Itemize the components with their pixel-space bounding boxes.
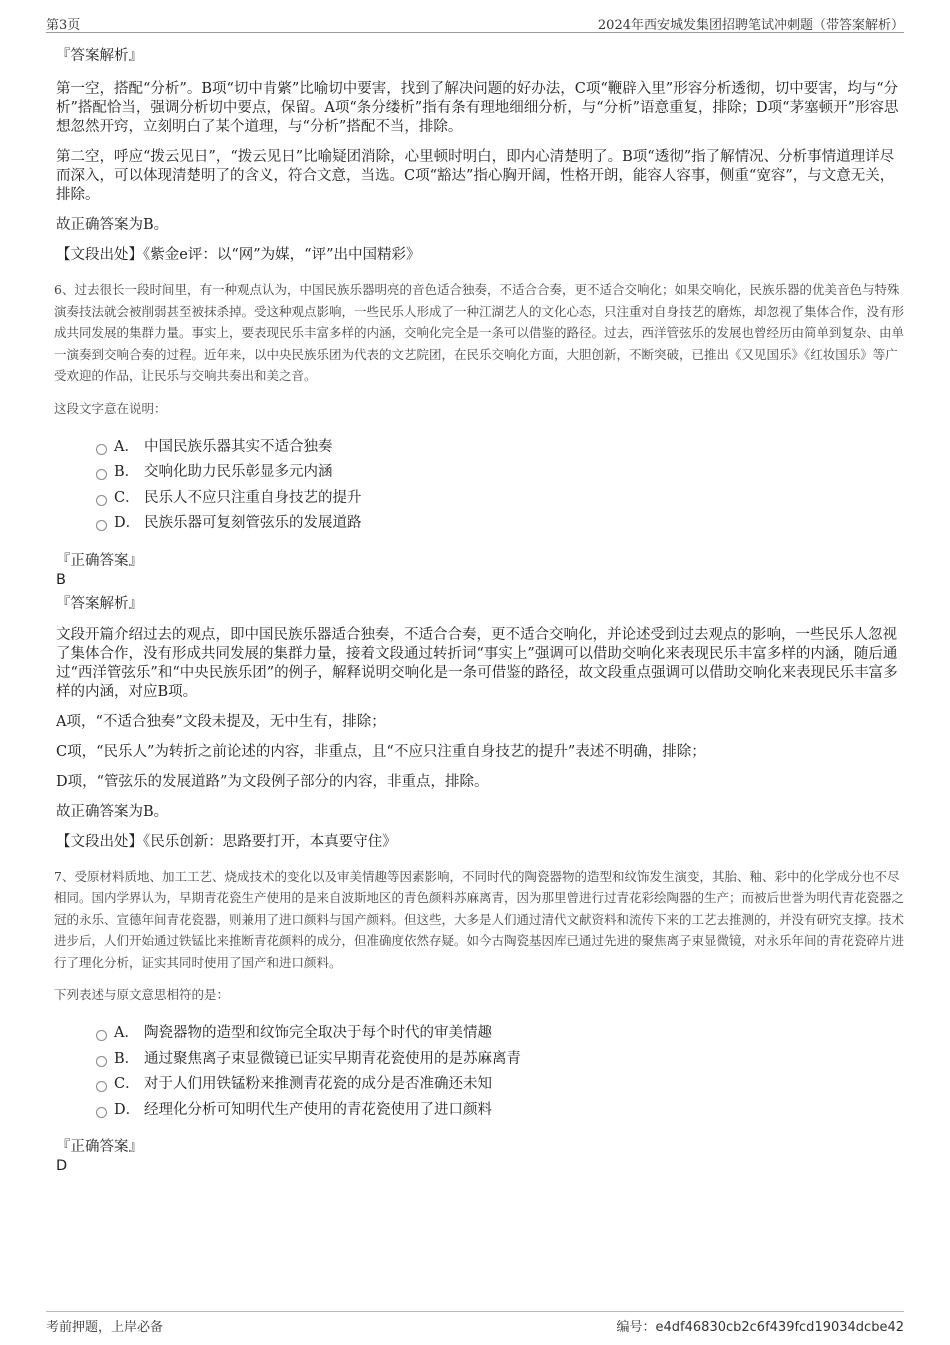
q6-source: 【文段出处】《民乐创新：思路要打开，本真要守住》 — [56, 833, 397, 850]
radio-icon[interactable] — [96, 495, 107, 506]
q6-options — [96, 435, 904, 537]
q6-answer: B — [56, 571, 66, 588]
q6-question-text: 6、过去很长一段时间里，有一种观点认为，中国民族乐器明亮的音色适合独奏，不适合合奏，更不适合交响化；如果交响化，民族乐器的优美音色与特殊演奏技法就会被削弱甚至被抹杀掉。受这种观点影响，一些民乐人形成了一种江湖艺人的文化心态，只注重对自身技艺的磨炼，却忽视了集体合作，没有形成共同发展的集群力量。事实上，要表现民乐丰富多样的内涵，交响化完全是一条可以借鉴的路径。过去，西洋管弦乐的发展也曾经历由简单到复杂、由单一演奏到交响合奏的过程。近年来，以中央民族乐团为代表的文艺院团，在民乐交响化方面，大胆创新，不断突破，已推出《又见国乐》《红妆国乐》等广受欢迎的作品，让民乐与交响共奏出和美之音。 — [54, 282, 905, 383]
radio-icon[interactable] — [96, 520, 107, 531]
q6-analysis-c: C项，“民乐人”为转折之前论述的内容，非重点，且“不应只注重自身技艺的提升”表述不明确，排除； — [56, 743, 706, 760]
q6-conclusion: 故正确答案为B。 — [56, 803, 169, 820]
radio-icon[interactable] — [96, 1081, 107, 1092]
q7-option-d[interactable]: D． 经理化分析可知明代生产使用的青花瓷使用了进口颜料 — [96, 1098, 904, 1124]
q6-option-b[interactable]: B． 交响化助力民乐彰显多元内涵 — [96, 460, 904, 486]
q6-option-d[interactable]: D． 民族乐器可复刻管弦乐的发展道路 — [96, 511, 904, 537]
q7-question-text: 7、受原材料质地、加工工艺、烧成技术的变化以及审美情趣等因素影响，不同时代的陶瓷器物的造型和纹饰发生演变，其胎、釉、彩中的化学成分也不尽相同。国内学界认为，早期青花瓷生产使用的是来自波斯地区的青色颜料苏麻离青，因为那里曾进行过青花彩绘陶器的生产；而被后世誉为明代青花瓷器之冠的永乐、宣德年间青花瓷器，则兼用了进口颜料与国产颜料。但这些，大多是人们通过清代文献资料和流传下来的工艺去推测的，并没有研究支撑。技术进步后，人们开始通过铁锰比来推断青花颜料的成分，但准确度依然存疑。如今古陶瓷基因库已通过先进的聚焦离子束显微镜，对永乐年间的青花瓷碎片进行了理化分析，证实其同时使用了国产和进口颜料。 — [54, 868, 905, 970]
q7-answer: D — [56, 1158, 68, 1174]
radio-icon[interactable] — [96, 1107, 107, 1118]
q7-prompt: 下列表述与原文意思相符的是： — [54, 987, 230, 1002]
page-header — [46, 10, 904, 33]
q6-analysis-a: A项，“不适合独奏”文段未提及，无中生有，排除； — [56, 713, 386, 730]
q5-analysis-para2: 第二空，呼应“拨云见日”，“拨云见日”比喻疑团消除，心里顿时明白，即内心清楚明了。B项“透彻”指了解情况、分析事情道理详尽而深入，可以体现清楚明了的含义，符合文意，当选。C项“豁达”指心胸开阔，性格开朗，能容人容事，侧重“宽容”，与文意无关，排除。 — [56, 149, 895, 203]
document-title: 2024年西安城发集团招聘笔试冲刺题（带答案解析） — [597, 18, 904, 33]
q7-options — [96, 1021, 904, 1123]
footer-code — [617, 1316, 904, 1335]
q5-conclusion: 故正确答案为B。 — [56, 217, 169, 233]
q6-option-a[interactable]: A． 中国民族乐器其实不适合独奏 — [96, 435, 904, 461]
radio-icon[interactable] — [96, 444, 107, 455]
q6-analysis-label: 『答案解析』 — [56, 595, 143, 612]
q7-answer-label: 『正确答案』 — [56, 1139, 143, 1155]
radio-icon[interactable] — [96, 1056, 107, 1067]
radio-icon[interactable] — [96, 469, 107, 480]
q6-option-c[interactable]: C． 民乐人不应只注重自身技艺的提升 — [96, 486, 904, 512]
page-footer — [46, 1311, 904, 1336]
radio-icon[interactable] — [96, 1030, 107, 1041]
q6-analysis-para: 文段开篇介绍过去的观点，即中国民族乐器适合独奏，不适合合奏，更不适合交响化，并论述受到过去观点的影响，一些民乐人忽视了集体合作，没有形成共同发展的集群力量，接着文段通过转折词“事实上”强调可以借助交响化来表现民乐丰富多样的内涵，随后通过“西洋管弦乐”和“中央民族乐团”的例子，解释说明交响化是一条可借鉴的路径，故文段重点强调可以借助交响化来表现民乐丰富多样的内涵，对应B项。 — [56, 626, 898, 700]
q5-source: 【文段出处】《紫金e评：以“网”为媒，“评”出中国精彩》 — [56, 247, 421, 263]
q7-option-c[interactable]: C． 对于人们用铁锰粉来推测青花瓷的成分是否准确还未知 — [96, 1072, 904, 1098]
footer-code-label: 编号： — [616, 1320, 656, 1335]
page-number: 第3页 — [46, 18, 81, 33]
q7-option-a[interactable]: A． 陶瓷器物的造型和纹饰完全取决于每个时代的审美情趣 — [96, 1021, 904, 1047]
q7-option-b[interactable]: B． 通过聚焦离子束显微镜已证实早期青花瓷使用的是苏麻离青 — [96, 1047, 904, 1073]
q5-analysis-label: 『答案解析』 — [56, 48, 143, 64]
q6-answer-label: 『正确答案』 — [56, 552, 143, 569]
q5-analysis-para1: 第一空，搭配“分析”。B项“切中肯綮”比喻切中要害，找到了解决问题的好办法，C项“鞭辟入里”形容分析透彻，切中要害，均与“分析”搭配恰当，强调分析切中要点，保留。A项“条分缕析”指有条有理地细细分析，与“分析”语意重复，排除；D项“茅塞顿开”形容思想忽然开窍，立刻明白了某个道理，与“分析”搭配不当，排除。 — [56, 81, 899, 135]
q6-prompt: 这段文字意在说明： — [54, 400, 167, 416]
page-content — [56, 46, 904, 1180]
q6-analysis-d: D项，“管弦乐的发展道路”为文段例子部分的内容，非重点，排除。 — [56, 773, 489, 790]
footer-slogan: 考前押题，上岸必备 — [46, 1320, 164, 1335]
footer-code-value: e4df46830cb2c6f439fcd19034dcbe42 — [655, 1320, 904, 1335]
